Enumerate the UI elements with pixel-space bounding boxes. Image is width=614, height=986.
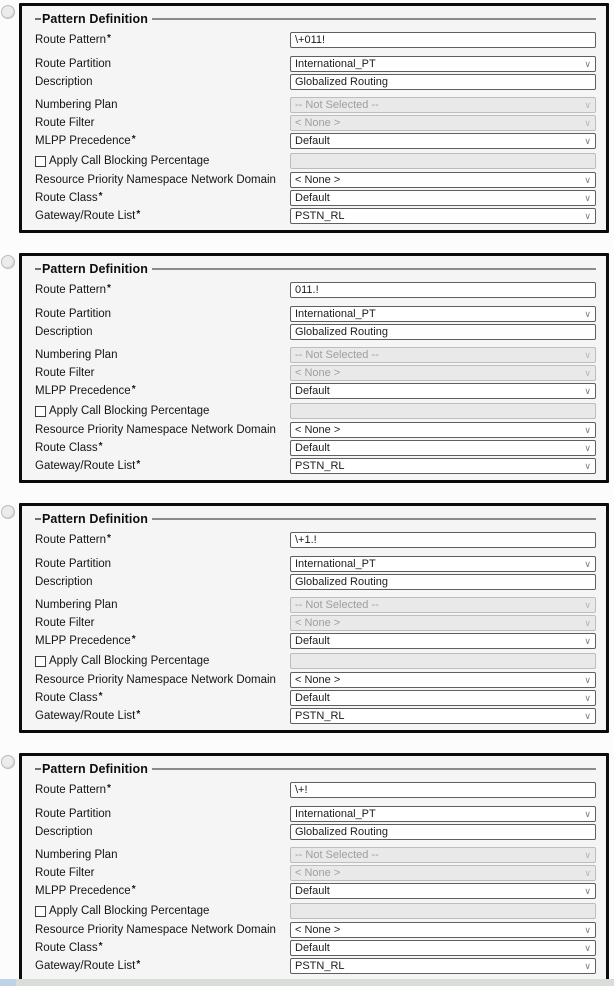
route-partition-label: Route Partition (35, 558, 112, 570)
form-row-gateway-route-list (35, 458, 596, 474)
description-input[interactable] (290, 574, 596, 590)
section-legend (35, 261, 596, 277)
legend-line-right (152, 768, 596, 770)
gateway-route-list-label: Gateway/Route List (35, 210, 136, 222)
pattern-definition-panel (19, 753, 609, 983)
field-label: Route Pattern * (35, 533, 111, 546)
form-row-apply-call-blocking-percentage (35, 903, 596, 919)
route-partition-select[interactable] (290, 306, 596, 322)
form-row-resource-priority-namespace-network-domain (35, 422, 596, 438)
field-label (35, 99, 290, 111)
field-cell (290, 903, 596, 919)
gateway-route-list-selected-value: PSTN_RL (295, 460, 345, 472)
field-cell (290, 383, 596, 399)
field-label (35, 905, 290, 917)
form-row-numbering-plan (35, 97, 596, 113)
gateway-route-list-label: Gateway/Route List (35, 960, 136, 972)
route-filter-label: Route Filter (35, 617, 95, 629)
chevron-down-icon: ∨ (584, 174, 591, 185)
field-cell (290, 440, 596, 456)
pattern-definition-section (19, 503, 609, 733)
field-label: MLPP Precedence * (35, 384, 136, 397)
mlpp-precedence-selected-value: Default (295, 635, 330, 647)
field-label (35, 576, 290, 588)
chevron-down-icon: ∨ (584, 674, 591, 685)
chevron-down-icon: ∨ (584, 117, 591, 128)
numbering-plan-label: Numbering Plan (35, 599, 118, 611)
mlpp-precedence-selected-value: Default (295, 885, 330, 897)
field-cell (290, 347, 596, 363)
description-value: Globalized Routing (295, 826, 388, 838)
resource-priority-namespace-network-domain-label: Resource Priority Namespace Network Domain (35, 674, 276, 686)
chevron-down-icon: ∨ (584, 849, 591, 860)
chevron-down-icon: ∨ (584, 308, 591, 319)
apply-call-blocking-percentage-checkbox[interactable] (35, 406, 46, 417)
field-cell (290, 672, 596, 688)
form-row-mlpp-precedence (35, 133, 596, 149)
apply-call-blocking-percentage-label: Apply Call Blocking Percentage (49, 405, 210, 417)
form-row-route-pattern (35, 32, 596, 48)
apply-call-blocking-percentage-label: Apply Call Blocking Percentage (49, 155, 210, 167)
form-row-resource-priority-namespace-network-domain (35, 922, 596, 938)
section-title: Pattern Definition (42, 262, 148, 276)
form-row-resource-priority-namespace-network-domain (35, 672, 596, 688)
field-cell (290, 56, 596, 72)
field-cell (290, 403, 596, 419)
form-row-mlpp-precedence (35, 383, 596, 399)
gateway-route-list-selected-value: PSTN_RL (295, 710, 345, 722)
chevron-down-icon: ∨ (584, 367, 591, 378)
form-row-route-class (35, 440, 596, 456)
form-row-route-class (35, 690, 596, 706)
field-cell (290, 282, 596, 298)
route-partition-select[interactable] (290, 56, 596, 72)
form-row-route-class (35, 940, 596, 956)
field-label (35, 558, 290, 570)
gateway-route-list-label: Gateway/Route List (35, 460, 136, 472)
resource-priority-namespace-network-domain-selected-value: < None > (295, 924, 341, 936)
form-rows (35, 32, 596, 224)
route-class-label: Route Class (35, 192, 98, 204)
field-label: Route Class * (35, 691, 103, 704)
route-class-label: Route Class (35, 942, 98, 954)
route-filter-select (290, 115, 596, 131)
chevron-down-icon: ∨ (584, 192, 591, 203)
resource-priority-namespace-network-domain-selected-value: < None > (295, 424, 341, 436)
field-label (35, 655, 290, 667)
form-row-route-pattern (35, 282, 596, 298)
field-label (35, 867, 290, 879)
numbering-plan-selected-value: -- Not Selected -- (295, 99, 379, 111)
form-row-description (35, 824, 596, 840)
field-label: Gateway/Route List * (35, 459, 141, 472)
chevron-down-icon: ∨ (584, 617, 591, 628)
route-class-select[interactable] (290, 940, 596, 956)
route-partition-selected-value: International_PT (295, 558, 376, 570)
route-pattern-label: Route Pattern (35, 784, 106, 796)
field-cell (290, 690, 596, 706)
apply-call-blocking-percentage-value-field (290, 403, 596, 419)
section-legend (35, 511, 596, 527)
route-partition-select[interactable] (290, 556, 596, 572)
route-filter-selected-value: < None > (295, 117, 341, 129)
route-filter-selected-value: < None > (295, 367, 341, 379)
route-class-select[interactable] (290, 190, 596, 206)
field-label (35, 674, 290, 686)
form-row-route-partition (35, 306, 596, 322)
mlpp-precedence-select[interactable] (290, 383, 596, 399)
chevron-down-icon: ∨ (584, 460, 591, 471)
route-filter-label: Route Filter (35, 367, 95, 379)
form-row-description (35, 574, 596, 590)
gateway-route-list-select[interactable] (290, 958, 596, 974)
field-cell (290, 172, 596, 188)
resource-priority-namespace-network-domain-label: Resource Priority Namespace Network Domain (35, 924, 276, 936)
chevron-down-icon: ∨ (584, 960, 591, 971)
form-row-apply-call-blocking-percentage (35, 653, 596, 669)
field-label (35, 349, 290, 361)
field-label: Route Pattern * (35, 283, 111, 296)
section-title: Pattern Definition (42, 12, 148, 26)
apply-call-blocking-percentage-label: Apply Call Blocking Percentage (49, 655, 210, 667)
form-row-gateway-route-list (35, 708, 596, 724)
description-value: Globalized Routing (295, 326, 388, 338)
route-pattern-input[interactable] (290, 282, 596, 298)
route-filter-select (290, 865, 596, 881)
form-row-resource-priority-namespace-network-domain (35, 172, 596, 188)
numbering-plan-label: Numbering Plan (35, 349, 118, 361)
description-input[interactable] (290, 74, 596, 90)
apply-call-blocking-percentage-label: Apply Call Blocking Percentage (49, 905, 210, 917)
form-row-description (35, 324, 596, 340)
field-label: MLPP Precedence * (35, 634, 136, 647)
section-legend (35, 11, 596, 27)
form-row-route-pattern (35, 782, 596, 798)
field-label (35, 808, 290, 820)
field-cell (290, 782, 596, 798)
field-cell (290, 115, 596, 131)
field-label: Route Pattern * (35, 33, 111, 46)
apply-call-blocking-percentage-checkbox[interactable] (35, 906, 46, 917)
description-label: Description (35, 826, 93, 838)
form-row-route-filter (35, 115, 596, 131)
form-row-route-filter (35, 365, 596, 381)
form-row-numbering-plan (35, 847, 596, 863)
field-cell (290, 615, 596, 631)
route-partition-selected-value: International_PT (295, 308, 376, 320)
apply-call-blocking-percentage-value-field (290, 153, 596, 169)
form-row-route-pattern (35, 532, 596, 548)
route-partition-label: Route Partition (35, 308, 112, 320)
route-pattern-input[interactable] (290, 532, 596, 548)
section-title: Pattern Definition (42, 512, 148, 526)
field-label (35, 849, 290, 861)
field-label: Gateway/Route List * (35, 959, 141, 972)
route-pattern-value: \+! (295, 784, 308, 796)
field-cell (290, 458, 596, 474)
field-cell (290, 708, 596, 724)
section-title: Pattern Definition (42, 762, 148, 776)
field-cell (290, 865, 596, 881)
field-cell (290, 97, 596, 113)
apply-call-blocking-percentage-checkbox[interactable] (35, 156, 46, 167)
gateway-route-list-select[interactable] (290, 708, 596, 724)
form-row-gateway-route-list (35, 958, 596, 974)
mlpp-precedence-selected-value: Default (295, 135, 330, 147)
chevron-down-icon: ∨ (584, 558, 591, 569)
form-row-gateway-route-list (35, 208, 596, 224)
field-label: Route Class * (35, 191, 103, 204)
route-filter-select (290, 615, 596, 631)
chevron-down-icon: ∨ (584, 424, 591, 435)
pattern-definition-section (19, 753, 609, 983)
radio-button[interactable] (1, 5, 15, 19)
chevron-down-icon: ∨ (584, 710, 591, 721)
field-label (35, 174, 290, 186)
route-class-selected-value: Default (295, 192, 330, 204)
gateway-route-list-select[interactable] (290, 458, 596, 474)
route-pattern-input[interactable] (290, 32, 596, 48)
route-pattern-label: Route Pattern (35, 34, 106, 46)
form-row-route-partition (35, 556, 596, 572)
mlpp-precedence-label: MLPP Precedence (35, 385, 131, 397)
resource-priority-namespace-network-domain-select[interactable] (290, 172, 596, 188)
form-row-mlpp-precedence (35, 633, 596, 649)
numbering-plan-selected-value: -- Not Selected -- (295, 849, 379, 861)
numbering-plan-select (290, 847, 596, 863)
field-cell (290, 958, 596, 974)
form-rows (35, 282, 596, 474)
resource-priority-namespace-network-domain-select[interactable] (290, 922, 596, 938)
radio-button[interactable] (1, 255, 15, 269)
route-pattern-value: \+1.! (295, 534, 317, 546)
field-cell (290, 153, 596, 169)
mlpp-precedence-selected-value: Default (295, 385, 330, 397)
field-label: Route Class * (35, 441, 103, 454)
chevron-down-icon: ∨ (584, 442, 591, 453)
route-pattern-input[interactable] (290, 782, 596, 798)
resource-priority-namespace-network-domain-selected-value: < None > (295, 674, 341, 686)
description-label: Description (35, 76, 93, 88)
field-cell (290, 422, 596, 438)
field-label (35, 367, 290, 379)
route-partition-selected-value: International_PT (295, 808, 376, 820)
legend-line-right (152, 268, 596, 270)
description-input[interactable] (290, 324, 596, 340)
route-pattern-label: Route Pattern (35, 534, 106, 546)
form-row-mlpp-precedence (35, 883, 596, 899)
mlpp-precedence-label: MLPP Precedence (35, 885, 131, 897)
route-class-select[interactable] (290, 440, 596, 456)
field-cell (290, 653, 596, 669)
chevron-down-icon: ∨ (584, 885, 591, 896)
field-label (35, 58, 290, 70)
description-label: Description (35, 326, 93, 338)
route-filter-selected-value: < None > (295, 867, 341, 879)
route-filter-label: Route Filter (35, 867, 95, 879)
gateway-route-list-selected-value: PSTN_RL (295, 210, 345, 222)
route-pattern-label: Route Pattern (35, 284, 106, 296)
field-label (35, 599, 290, 611)
pattern-definition-panel (19, 253, 609, 483)
route-class-selected-value: Default (295, 692, 330, 704)
resource-priority-namespace-network-domain-label: Resource Priority Namespace Network Domain (35, 424, 276, 436)
chevron-down-icon: ∨ (584, 867, 591, 878)
field-label (35, 117, 290, 129)
field-cell (290, 208, 596, 224)
route-class-selected-value: Default (295, 442, 330, 454)
field-cell (290, 190, 596, 206)
route-partition-label: Route Partition (35, 58, 112, 70)
resource-priority-namespace-network-domain-select[interactable] (290, 672, 596, 688)
field-cell (290, 922, 596, 938)
field-cell (290, 806, 596, 822)
chevron-down-icon: ∨ (584, 924, 591, 935)
chevron-down-icon: ∨ (584, 349, 591, 360)
numbering-plan-label: Numbering Plan (35, 99, 118, 111)
chevron-down-icon: ∨ (584, 942, 591, 953)
route-class-label: Route Class (35, 692, 98, 704)
route-filter-selected-value: < None > (295, 617, 341, 629)
field-label: Route Class * (35, 941, 103, 954)
field-label (35, 308, 290, 320)
field-label: Route Pattern * (35, 783, 111, 796)
legend-line-right (152, 518, 596, 520)
mlpp-precedence-label: MLPP Precedence (35, 135, 131, 147)
route-pattern-value: \+011! (295, 34, 326, 46)
chevron-down-icon: ∨ (584, 635, 591, 646)
description-input[interactable] (290, 824, 596, 840)
form-row-route-filter (35, 865, 596, 881)
section-legend (35, 761, 596, 777)
pattern-definition-panel (19, 3, 609, 233)
gateway-route-list-label: Gateway/Route List (35, 710, 136, 722)
field-label (35, 326, 290, 338)
field-label (35, 155, 290, 167)
mlpp-precedence-select[interactable] (290, 133, 596, 149)
numbering-plan-select (290, 347, 596, 363)
field-label (35, 924, 290, 936)
legend-line-right (152, 18, 596, 20)
field-cell (290, 597, 596, 613)
page (0, 3, 614, 986)
form-row-apply-call-blocking-percentage (35, 403, 596, 419)
field-label (35, 424, 290, 436)
field-label: MLPP Precedence * (35, 134, 136, 147)
route-filter-select (290, 365, 596, 381)
field-cell (290, 824, 596, 840)
description-value: Globalized Routing (295, 576, 388, 588)
field-label (35, 826, 290, 838)
form-row-route-filter (35, 615, 596, 631)
field-cell (290, 940, 596, 956)
form-row-route-partition (35, 806, 596, 822)
field-cell (290, 532, 596, 548)
description-value: Globalized Routing (295, 76, 388, 88)
field-cell (290, 883, 596, 899)
mlpp-precedence-label: MLPP Precedence (35, 635, 131, 647)
route-partition-label: Route Partition (35, 808, 112, 820)
form-row-description (35, 74, 596, 90)
pattern-definition-section (19, 3, 609, 233)
apply-call-blocking-percentage-value-field (290, 653, 596, 669)
form-row-numbering-plan (35, 347, 596, 363)
chevron-down-icon: ∨ (584, 99, 591, 110)
form-row-route-partition (35, 56, 596, 72)
mlpp-precedence-select[interactable] (290, 633, 596, 649)
field-label: MLPP Precedence * (35, 884, 136, 897)
chevron-down-icon: ∨ (584, 210, 591, 221)
resource-priority-namespace-network-domain-label: Resource Priority Namespace Network Domain (35, 174, 276, 186)
field-label (35, 76, 290, 88)
field-label (35, 405, 290, 417)
form-row-numbering-plan (35, 597, 596, 613)
route-partition-selected-value: International_PT (295, 58, 376, 70)
pattern-definition-section (19, 253, 609, 483)
route-partition-select[interactable] (290, 806, 596, 822)
form-rows (35, 532, 596, 724)
field-cell (290, 74, 596, 90)
numbering-plan-selected-value: -- Not Selected -- (295, 349, 379, 361)
field-cell (290, 365, 596, 381)
form-row-apply-call-blocking-percentage (35, 153, 596, 169)
route-class-select[interactable] (290, 690, 596, 706)
field-label (35, 617, 290, 629)
apply-call-blocking-percentage-value-field (290, 903, 596, 919)
gateway-route-list-selected-value: PSTN_RL (295, 960, 345, 972)
field-cell (290, 133, 596, 149)
field-cell (290, 633, 596, 649)
resource-priority-namespace-network-domain-selected-value: < None > (295, 174, 341, 186)
form-rows (35, 782, 596, 974)
field-cell (290, 324, 596, 340)
numbering-plan-select (290, 97, 596, 113)
field-cell (290, 574, 596, 590)
route-class-selected-value: Default (295, 942, 330, 954)
field-label: Gateway/Route List * (35, 709, 141, 722)
gateway-route-list-select[interactable] (290, 208, 596, 224)
route-filter-label: Route Filter (35, 117, 95, 129)
field-cell (290, 847, 596, 863)
radio-button[interactable] (1, 505, 15, 519)
mlpp-precedence-select[interactable] (290, 883, 596, 899)
resource-priority-namespace-network-domain-select[interactable] (290, 422, 596, 438)
route-pattern-value: 011.! (295, 284, 319, 296)
form-row-route-class (35, 190, 596, 206)
radio-button[interactable] (1, 755, 15, 769)
chevron-down-icon: ∨ (584, 692, 591, 703)
description-label: Description (35, 576, 93, 588)
apply-call-blocking-percentage-checkbox[interactable] (35, 656, 46, 667)
chevron-down-icon: ∨ (584, 58, 591, 69)
chevron-down-icon: ∨ (584, 135, 591, 146)
numbering-plan-label: Numbering Plan (35, 849, 118, 861)
pattern-definition-panel (19, 503, 609, 733)
chevron-down-icon: ∨ (584, 385, 591, 396)
route-class-label: Route Class (35, 442, 98, 454)
chevron-down-icon: ∨ (584, 808, 591, 819)
field-label: Gateway/Route List * (35, 209, 141, 222)
chevron-down-icon: ∨ (584, 599, 591, 610)
numbering-plan-select (290, 597, 596, 613)
field-cell (290, 306, 596, 322)
field-cell (290, 556, 596, 572)
numbering-plan-selected-value: -- Not Selected -- (295, 599, 379, 611)
field-cell (290, 32, 596, 48)
